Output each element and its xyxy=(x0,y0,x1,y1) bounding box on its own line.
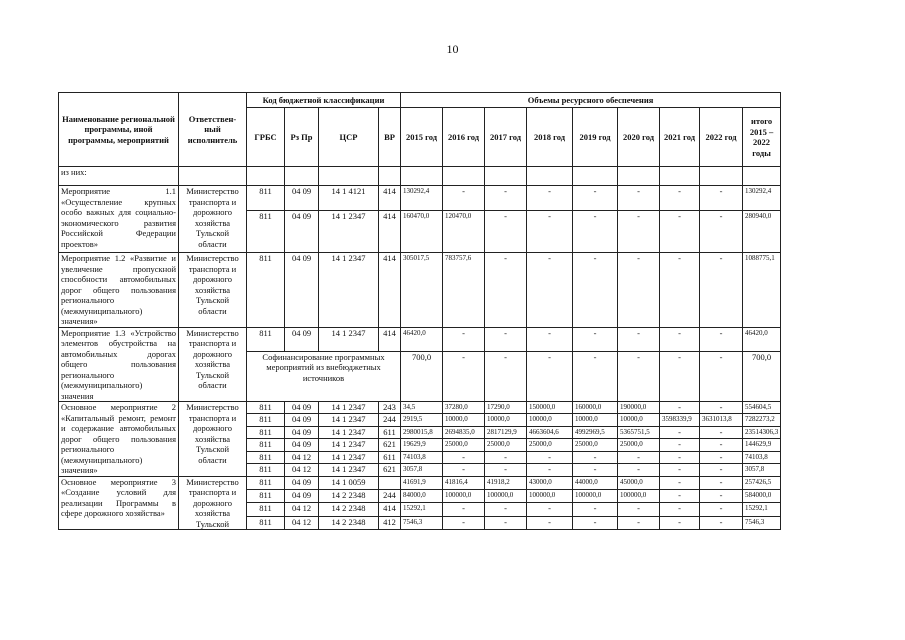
header-year-2017: 2017 год xyxy=(485,108,527,167)
header-year-2018: 2018 год xyxy=(527,108,573,167)
year-value: 10000,0 xyxy=(573,414,618,426)
csr-cell: 14 1 4121 xyxy=(319,186,379,211)
total-value: 130292,4 xyxy=(743,186,781,211)
rzpr-cell: 04 09 xyxy=(285,211,319,253)
year-value: 3057,8 xyxy=(401,464,443,476)
year-value: 19629,9 xyxy=(401,439,443,451)
year-value: 305017,5 xyxy=(401,253,443,328)
grbs-cell: 811 xyxy=(247,426,285,438)
program-name: Мероприятие 1.1 «Осуществление крупных особо важных для социально-экономического развития Российской Федерации проектов» xyxy=(59,186,179,253)
year-value: - xyxy=(618,451,660,463)
total-value: 257426,5 xyxy=(743,476,781,489)
year-value: 5365751,5 xyxy=(618,426,660,438)
year-value: - xyxy=(485,186,527,211)
year-value: 150000,0 xyxy=(527,402,573,414)
iz-nih-label: из них: xyxy=(59,167,179,186)
executor: Министерство транспорта и дорожного хозяйства Тульской xyxy=(179,476,247,530)
year-value: - xyxy=(660,402,700,414)
year-value: 7546,3 xyxy=(401,516,443,529)
rzpr-cell: 04 09 xyxy=(285,186,319,211)
year-value: - xyxy=(573,351,618,401)
year-value: - xyxy=(618,211,660,253)
year-value: 2980015,8 xyxy=(401,426,443,438)
vr-cell: 244 xyxy=(379,489,401,502)
year-value: - xyxy=(443,351,485,401)
year-value: 100000,0 xyxy=(443,489,485,502)
year-value: 700,0 xyxy=(401,351,443,401)
total-value: 584000,0 xyxy=(743,489,781,502)
csr-cell: 14 2 2348 xyxy=(319,516,379,529)
year-value: 10000,0 xyxy=(527,414,573,426)
year-value: - xyxy=(700,451,743,463)
year-value: - xyxy=(443,464,485,476)
year-value: - xyxy=(660,503,700,516)
year-value: - xyxy=(660,253,700,328)
year-value: - xyxy=(660,426,700,438)
year-value: - xyxy=(573,451,618,463)
year-value: 100000,0 xyxy=(527,489,573,502)
header-year-2021: 2021 год xyxy=(660,108,700,167)
header-resources: Объемы ресурсного обеспечения xyxy=(401,93,781,108)
total-value: 3057,8 xyxy=(743,464,781,476)
year-value: - xyxy=(527,351,573,401)
grbs-cell: 811 xyxy=(247,516,285,529)
csr-cell: 14 2 2348 xyxy=(319,489,379,502)
header-grbs: ГРБС xyxy=(247,108,285,167)
year-value: - xyxy=(573,516,618,529)
header-budget-code: Код бюджетной классификации xyxy=(247,93,401,108)
year-value: 120470,0 xyxy=(443,211,485,253)
year-value: - xyxy=(660,327,700,351)
csr-cell: 14 1 2347 xyxy=(319,451,379,463)
year-value: - xyxy=(700,426,743,438)
program-name: Основное мероприятие 3 «Создание условий для реализации Программы в сфере дорожного хозяйства» xyxy=(59,476,179,530)
vr-cell: 611 xyxy=(379,451,401,463)
total-value: 7282273,2 xyxy=(743,414,781,426)
csr-cell: 14 1 2347 xyxy=(319,402,379,414)
page-number: 10 xyxy=(446,42,459,56)
grbs-cell: 811 xyxy=(247,464,285,476)
year-value: - xyxy=(618,503,660,516)
total-value: 15292,1 xyxy=(743,503,781,516)
year-value: - xyxy=(443,451,485,463)
year-value: - xyxy=(618,516,660,529)
year-value: 100000,0 xyxy=(618,489,660,502)
year-value: - xyxy=(527,516,573,529)
year-value: 43000,0 xyxy=(527,476,573,489)
executor: Министерство транспорта и дорожного хозяйства Тульской области xyxy=(179,186,247,253)
year-value: - xyxy=(443,327,485,351)
header-name: Наименование региональной программы, иной программы, мероприятий xyxy=(59,93,179,167)
year-value: - xyxy=(660,439,700,451)
year-value: - xyxy=(618,351,660,401)
year-value: - xyxy=(660,211,700,253)
rzpr-cell: 04 09 xyxy=(285,327,319,351)
year-value: - xyxy=(573,464,618,476)
rzpr-cell: 04 09 xyxy=(285,439,319,451)
year-value: - xyxy=(660,489,700,502)
year-value: 160470,0 xyxy=(401,211,443,253)
csr-cell: 14 1 2347 xyxy=(319,327,379,351)
year-value: - xyxy=(485,253,527,328)
rzpr-cell: 04 09 xyxy=(285,489,319,502)
year-value: - xyxy=(700,327,743,351)
year-value: 34,5 xyxy=(401,402,443,414)
year-value: 4663604,6 xyxy=(527,426,573,438)
year-value: 160000,0 xyxy=(573,402,618,414)
year-value: - xyxy=(485,211,527,253)
year-value: - xyxy=(618,327,660,351)
grbs-cell: 811 xyxy=(247,439,285,451)
rzpr-cell: 04 09 xyxy=(285,476,319,489)
vr-cell xyxy=(379,476,401,489)
year-value: - xyxy=(527,464,573,476)
year-value: - xyxy=(485,327,527,351)
grbs-cell: 811 xyxy=(247,402,285,414)
year-value: 17290,0 xyxy=(485,402,527,414)
executor: Министерство транспорта и дорожного хозяйства Тульской области xyxy=(179,327,247,402)
year-value: 37280,0 xyxy=(443,402,485,414)
csr-cell: 14 1 2347 xyxy=(319,211,379,253)
year-value: 74103,8 xyxy=(401,451,443,463)
year-value: 10000,0 xyxy=(443,414,485,426)
vr-cell: 414 xyxy=(379,186,401,211)
csr-cell: 14 1 2347 xyxy=(319,414,379,426)
year-value: - xyxy=(700,253,743,328)
year-value: 25000,0 xyxy=(618,439,660,451)
year-value: 2817129,9 xyxy=(485,426,527,438)
year-value: 783757,6 xyxy=(443,253,485,328)
year-value: - xyxy=(660,186,700,211)
rzpr-cell: 04 09 xyxy=(285,253,319,328)
year-value: - xyxy=(700,439,743,451)
year-value: 25000,0 xyxy=(443,439,485,451)
year-value: 45000,0 xyxy=(618,476,660,489)
grbs-cell: 811 xyxy=(247,489,285,502)
year-value: 25000,0 xyxy=(485,439,527,451)
year-value: - xyxy=(527,327,573,351)
year-value: - xyxy=(527,211,573,253)
year-value: - xyxy=(573,186,618,211)
year-value: 130292,4 xyxy=(401,186,443,211)
rzpr-cell: 04 12 xyxy=(285,464,319,476)
vr-cell: 414 xyxy=(379,253,401,328)
year-value: - xyxy=(573,211,618,253)
rzpr-cell: 04 09 xyxy=(285,414,319,426)
year-value: 2694835,0 xyxy=(443,426,485,438)
grbs-cell: 811 xyxy=(247,253,285,328)
vr-cell: 414 xyxy=(379,211,401,253)
year-value: - xyxy=(443,516,485,529)
year-value: - xyxy=(527,253,573,328)
header-vr: ВР xyxy=(379,108,401,167)
executor: Министерство транспорта и дорожного хозяйства Тульской области xyxy=(179,402,247,477)
year-value: - xyxy=(573,253,618,328)
grbs-cell: 811 xyxy=(247,327,285,351)
year-value: 25000,0 xyxy=(527,439,573,451)
year-value: - xyxy=(527,451,573,463)
year-value: 41691,9 xyxy=(401,476,443,489)
header-executor: Ответствен-ный исполнитель xyxy=(179,93,247,167)
rzpr-cell: 04 12 xyxy=(285,451,319,463)
year-value: - xyxy=(700,351,743,401)
grbs-cell: 811 xyxy=(247,476,285,489)
total-value: 554604,5 xyxy=(743,402,781,414)
header-year-2020: 2020 год xyxy=(618,108,660,167)
year-value: - xyxy=(527,186,573,211)
year-value: - xyxy=(485,503,527,516)
program-name: Основное мероприятие 2 «Капитальный ремонт, ремонт и содержание автомобильных дорог общего пользования регионального (межмуниципального) значения» xyxy=(59,402,179,477)
year-value: - xyxy=(700,489,743,502)
year-value: 190000,0 xyxy=(618,402,660,414)
year-value: - xyxy=(443,503,485,516)
year-value: 4992969,5 xyxy=(573,426,618,438)
total-value: 7546,3 xyxy=(743,516,781,529)
header-year-2016: 2016 год xyxy=(443,108,485,167)
total-value: 74103,8 xyxy=(743,451,781,463)
vr-cell: 621 xyxy=(379,439,401,451)
year-value: - xyxy=(660,476,700,489)
year-value: 25000,0 xyxy=(573,439,618,451)
year-value: - xyxy=(485,351,527,401)
vr-cell: 414 xyxy=(379,327,401,351)
total-value: 23514306,3 xyxy=(743,426,781,438)
grbs-cell: 811 xyxy=(247,414,285,426)
csr-cell: 14 1 2347 xyxy=(319,253,379,328)
year-value: 41816,4 xyxy=(443,476,485,489)
program-name: Мероприятие 1.3 «Устройство элементов обустройства на автомобильных дорогах общего пользования регионального (межмуниципального) значения xyxy=(59,327,179,402)
year-value: - xyxy=(485,451,527,463)
header-csr: ЦСР xyxy=(319,108,379,167)
vr-cell: 412 xyxy=(379,516,401,529)
year-value: - xyxy=(618,253,660,328)
year-value: - xyxy=(573,503,618,516)
rzpr-cell: 04 12 xyxy=(285,503,319,516)
vr-cell: 244 xyxy=(379,414,401,426)
year-value: 15292,1 xyxy=(401,503,443,516)
year-value: - xyxy=(618,464,660,476)
year-value: - xyxy=(700,211,743,253)
year-value: - xyxy=(700,186,743,211)
vr-cell: 414 xyxy=(379,503,401,516)
year-value: - xyxy=(700,476,743,489)
header-year-2019: 2019 год xyxy=(573,108,618,167)
year-value: 3598339,9 xyxy=(660,414,700,426)
csr-cell: 14 1 2347 xyxy=(319,439,379,451)
year-value: - xyxy=(660,464,700,476)
executor: Министерство транспорта и дорожного хозяйства Тульской области xyxy=(179,253,247,328)
vr-cell: 243 xyxy=(379,402,401,414)
budget-table xyxy=(58,92,781,530)
csr-cell: 14 1 2347 xyxy=(319,464,379,476)
year-value: 3631013,8 xyxy=(700,414,743,426)
grbs-cell: 811 xyxy=(247,186,285,211)
year-value: 10000,0 xyxy=(485,414,527,426)
rzpr-cell: 04 12 xyxy=(285,516,319,529)
year-value: - xyxy=(700,503,743,516)
year-value: - xyxy=(700,516,743,529)
csr-cell: 14 1 0059 xyxy=(319,476,379,489)
total-value: 1088775,1 xyxy=(743,253,781,328)
total-value: 280940,0 xyxy=(743,211,781,253)
total-value: 144629,9 xyxy=(743,439,781,451)
total-value: 46420,0 xyxy=(743,327,781,351)
csr-cell: 14 1 2347 xyxy=(319,426,379,438)
vr-cell: 621 xyxy=(379,464,401,476)
year-value: - xyxy=(700,464,743,476)
year-value: 46420,0 xyxy=(401,327,443,351)
header-year-2015: 2015 год xyxy=(401,108,443,167)
year-value: - xyxy=(700,402,743,414)
total-value: 700,0 xyxy=(743,351,781,401)
year-value: 100000,0 xyxy=(573,489,618,502)
year-value: 100000,0 xyxy=(485,489,527,502)
grbs-cell: 811 xyxy=(247,211,285,253)
year-value: - xyxy=(618,186,660,211)
year-value: - xyxy=(485,516,527,529)
program-name: Мероприятие 1.2 «Развитие и увеличение пропускной способности автомобильных дорог общего пользования регионального (межмуниципального) значения» xyxy=(59,253,179,328)
year-value: - xyxy=(660,516,700,529)
header-total: итого 2015 – 2022 годы xyxy=(743,108,781,167)
grbs-cell: 811 xyxy=(247,503,285,516)
year-value: - xyxy=(485,464,527,476)
year-value: - xyxy=(660,451,700,463)
grbs-cell: 811 xyxy=(247,451,285,463)
csr-cell: 14 2 2348 xyxy=(319,503,379,516)
year-value: 41918,2 xyxy=(485,476,527,489)
vr-cell: 611 xyxy=(379,426,401,438)
rzpr-cell: 04 09 xyxy=(285,402,319,414)
header-year-2022: 2022 год xyxy=(700,108,743,167)
year-value: 44000,0 xyxy=(573,476,618,489)
year-value: - xyxy=(660,351,700,401)
year-value: - xyxy=(443,186,485,211)
rzpr-cell: 04 09 xyxy=(285,426,319,438)
year-value: 84000,0 xyxy=(401,489,443,502)
year-value: 10000,0 xyxy=(618,414,660,426)
header-rz-pr: Рз Пр xyxy=(285,108,319,167)
cofinancing-label: Софинансирование программных мероприятий из внебюджетных источников xyxy=(247,351,401,401)
year-value: - xyxy=(573,327,618,351)
year-value: 2919,5 xyxy=(401,414,443,426)
year-value: - xyxy=(527,503,573,516)
